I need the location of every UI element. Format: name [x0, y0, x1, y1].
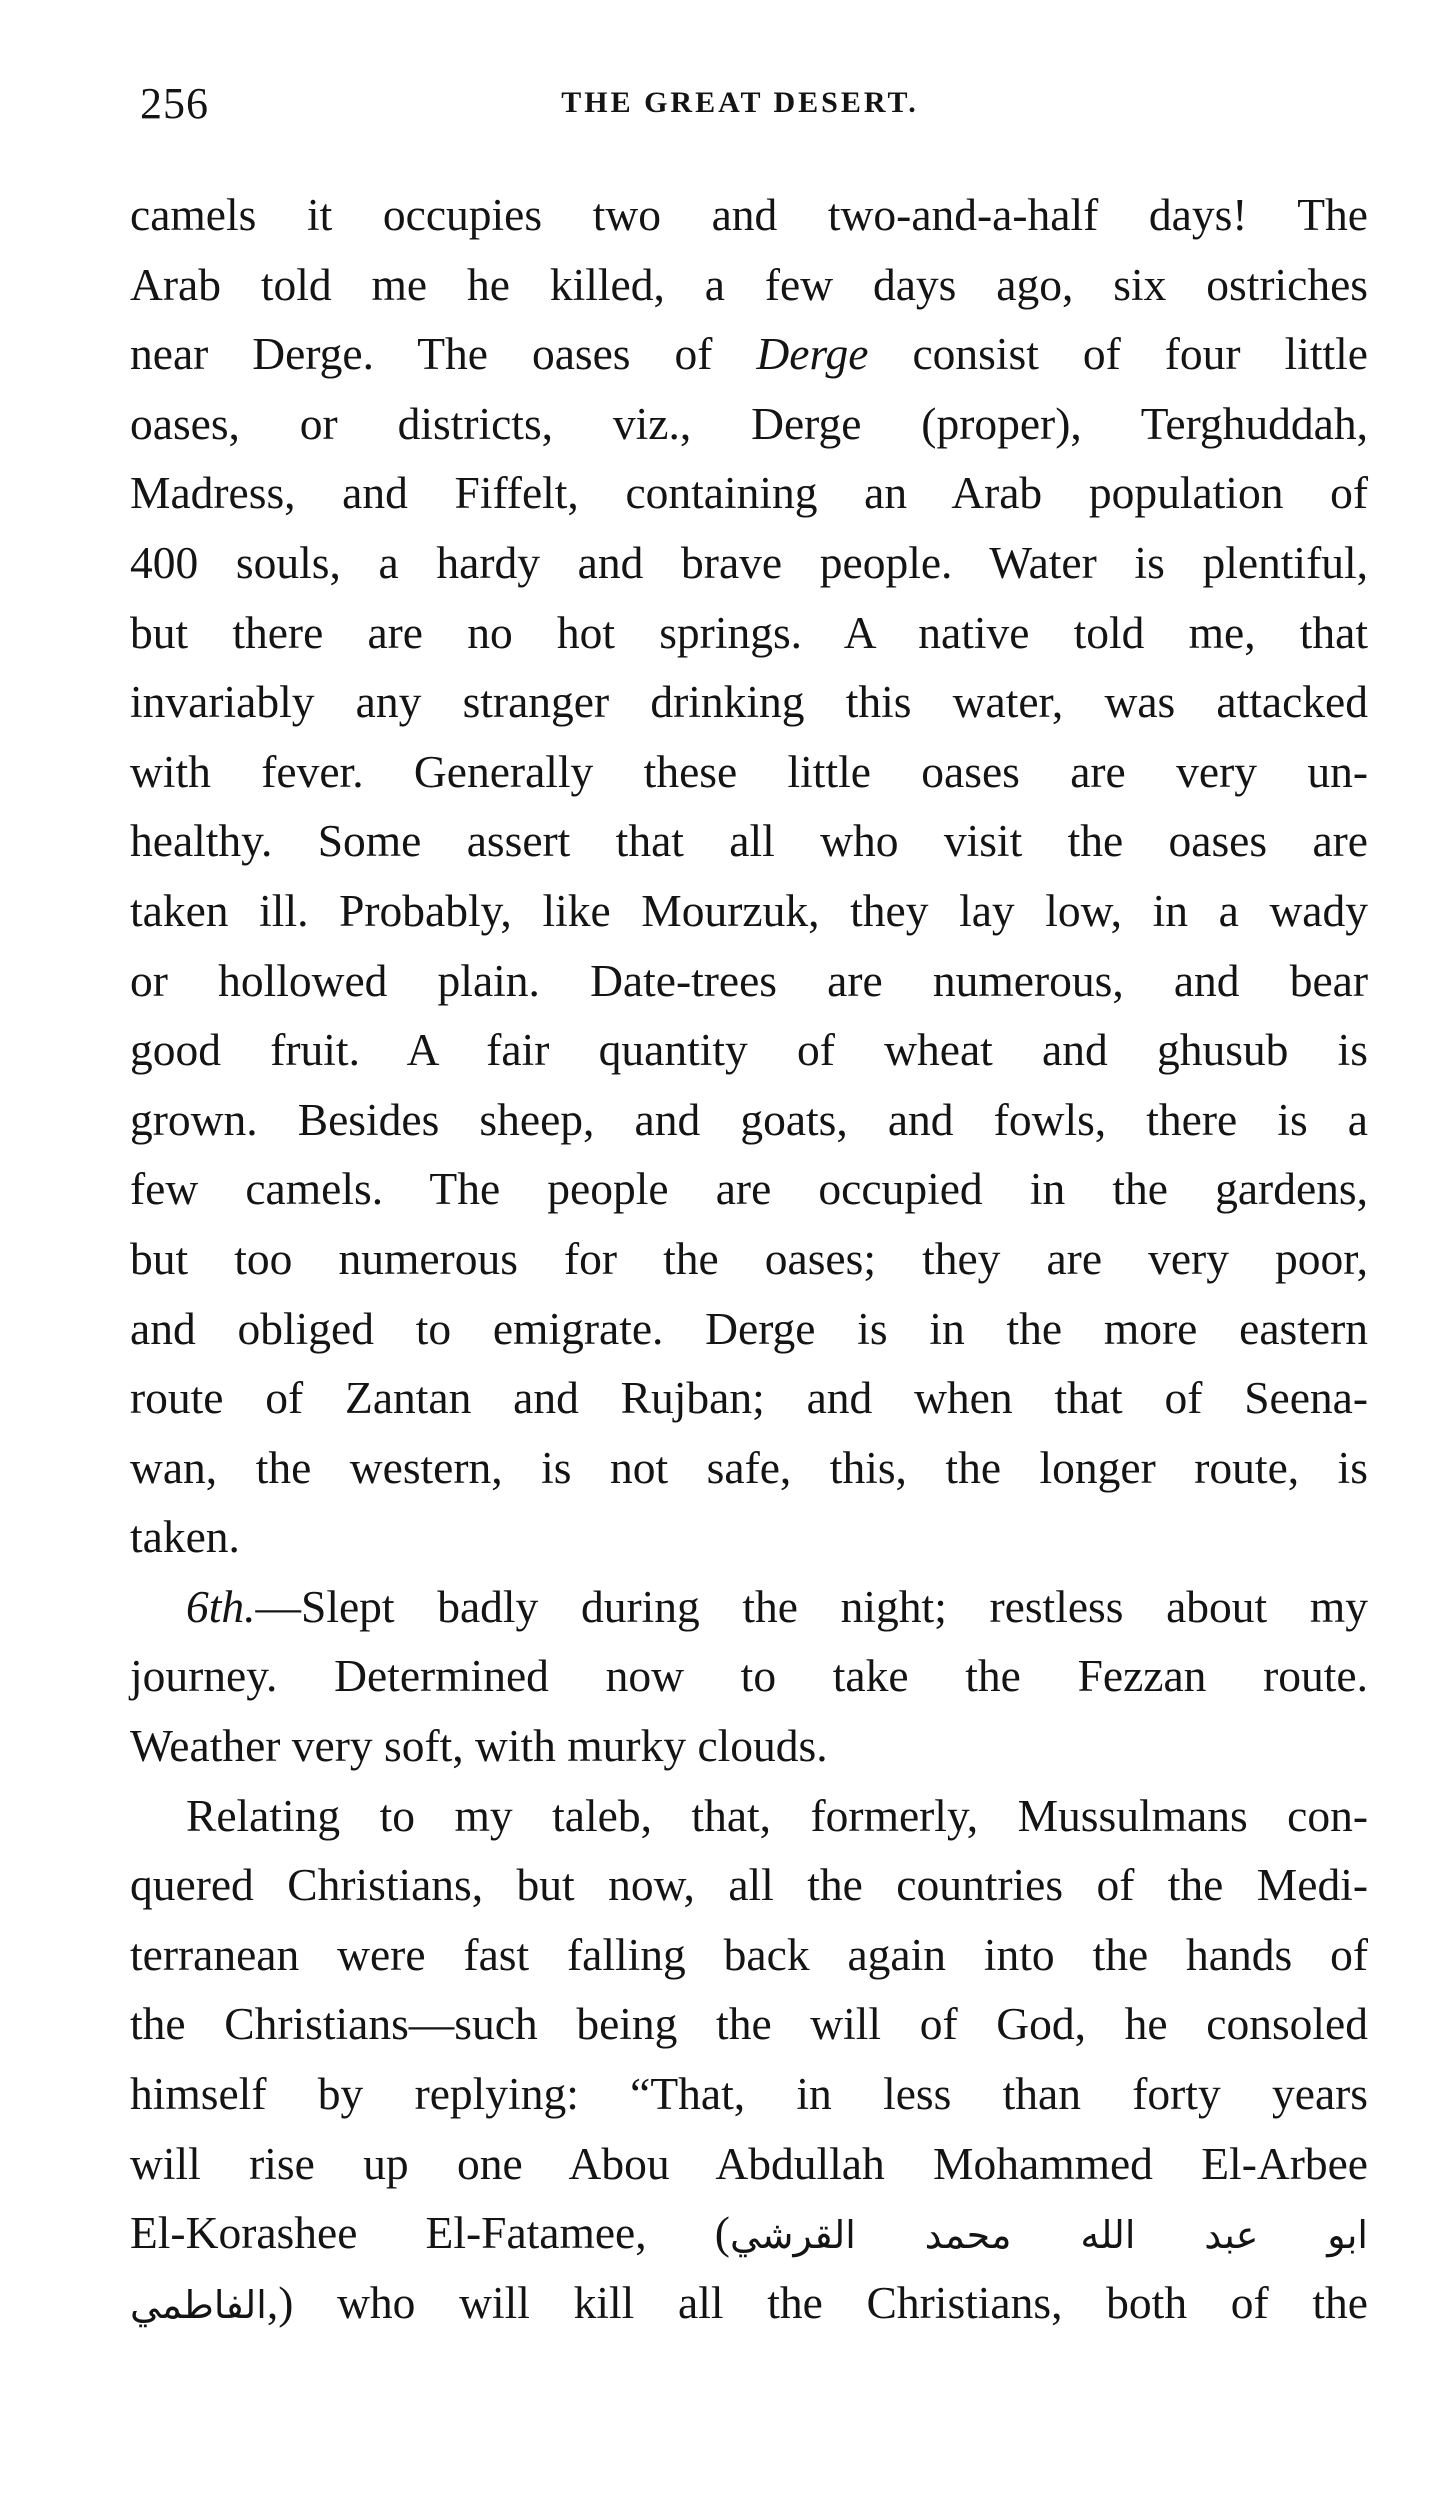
text-line: taken.: [130, 1511, 240, 1563]
text-line: Relating to my taleb, that, formerly, Mussulmans con-: [186, 1789, 1368, 1841]
text-line: El-Korashee El-Fatamee, (ابو عبد الله محمد القرشي: [130, 2207, 1368, 2259]
text-line: but too numerous for the oases; they are very poor,: [130, 1232, 1368, 1284]
italic-place-name: Derge: [756, 328, 869, 380]
text-line: few camels. The people are occupied in the gardens,: [130, 1163, 1368, 1215]
text-line: invariably any stranger drinking this water, was attacked: [130, 676, 1368, 728]
body-text: [130, 180, 1368, 2337]
running-title: THE GREAT DESERT.: [561, 86, 919, 119]
text-line: terranean were fast falling back again into the hands of: [130, 1928, 1368, 1980]
page-number: 256: [140, 79, 209, 128]
text-line: quered Christians, but now, all the countries of the Medi-: [130, 1859, 1368, 1911]
text-line: but there are no hot springs. A native told me, that: [130, 606, 1368, 658]
text-line: route of Zantan and Rujban; and when that of Seena-: [130, 1372, 1368, 1424]
text-line: taken ill. Probably, like Mourzuk, they lay low, in a wady: [130, 884, 1368, 936]
text-line: 6th.—Slept badly during the night; restless about my: [186, 1580, 1368, 1632]
text-line: or hollowed plain. Date-trees are numerous, and bear: [130, 954, 1368, 1006]
text-line: 400 souls, a hardy and brave people. Water is plentiful,: [130, 536, 1368, 588]
text-line: Weather very soft, with murky clouds.: [130, 1720, 828, 1772]
arabic-name: الفاطمي: [130, 2282, 267, 2327]
text-line: journey. Determined now to take the Fezzan route.: [130, 1650, 1368, 1702]
text-line: good fruit. A fair quantity of wheat and ghusub is: [130, 1024, 1368, 1076]
text-line: with fever. Generally these little oases are very un-: [130, 745, 1368, 797]
text-line: will rise up one Abou Abdullah Mohammed El-Arbee: [130, 2137, 1368, 2189]
text-line: الفاطمي,) who will kill all the Christians, both of the: [130, 2276, 1368, 2328]
text-line: Arab told me he killed, a few days ago, six ostriches: [130, 258, 1368, 310]
page-header: [130, 78, 1350, 138]
text-line: camels it occupies two and two-and-a-half days! The: [130, 189, 1368, 240]
text-line: grown. Besides sheep, and goats, and fowls, there is a: [130, 1093, 1368, 1145]
text-line: himself by replying: “That, in less than forty years: [130, 2068, 1368, 2120]
text-line: oases, or districts, viz., Derge (proper), Terghuddah,: [130, 397, 1368, 449]
arabic-name: ابو عبد الله محمد القرشي: [729, 2213, 1368, 2258]
text-line: Madress, and Fiffelt, containing an Arab population of: [130, 467, 1368, 519]
date-label: 6th.: [186, 1580, 256, 1632]
text-line: healthy. Some assert that all who visit the oases are: [130, 815, 1368, 867]
text-line: the Christians—such being the will of God, he consoled: [130, 1998, 1368, 2050]
text-line: near Derge. The oases of Derge consist of four little: [130, 328, 1368, 380]
text-line: wan, the western, is not safe, this, the longer route, is: [130, 1441, 1368, 1493]
text-line: and obliged to emigrate. Derge is in the more eastern: [130, 1302, 1368, 1354]
